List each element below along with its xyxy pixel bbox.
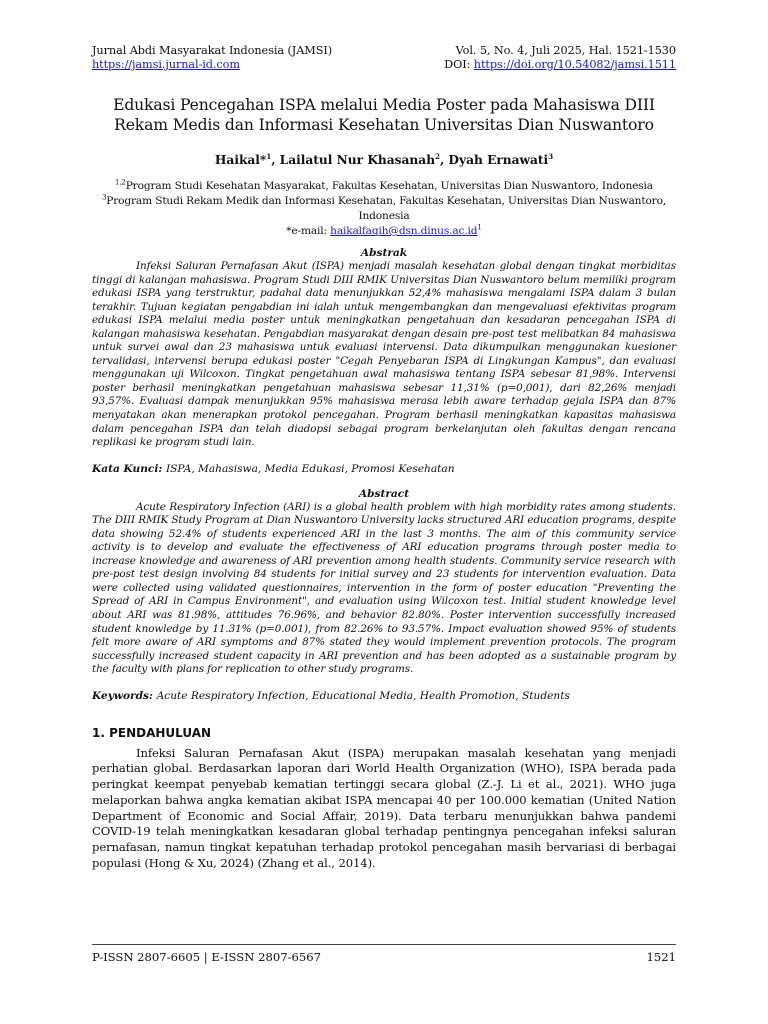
doi-label: DOI: [444,58,474,71]
running-header-top [92,44,676,58]
email-link[interactable]: haikalfaqih@dsn.dinus.ac.id [330,225,478,237]
issue-info: Vol. 5, No. 4, Juli 2025, Hal. 1521-1530 [455,44,676,57]
affiliation-1 [92,179,676,194]
paper-title [92,95,676,135]
page-number: 1521 [646,950,676,964]
author-2-sup: 2 [435,151,440,161]
author-3-sup: 3 [548,151,554,161]
abstract-heading: Abstract [358,487,410,500]
abstrak-heading: Abstrak [360,247,408,259]
kata-kunci [92,463,676,475]
doi-line [444,58,676,72]
section-body-pendahuluan: Infeksi Saluran Pernafasan Akut (ISPA) merupakan masalah kesehatan yang menjadi perhatian global. Berdasarkan laporan dari World Health Organization (WHO), ISPA berada pada peringkat keempat penyebab kematian tertinggi secara global (Z.-J. Li et al., 2021). WHO juga melaporkan bahwa angka kematian akibat ISPA mencapai 40 per 100.000 kematian (United Nation Department of Economic and Social Affair, 2019). Data terbaru menunjukkan bahwa pandemi COVID-19 telah meningkatkan kesadaran global terhadap pentingnya pencegahan infeksi saluran pernafasan, namun tingkat kepatuhan terhadap protokol pencegahan masih bervariasi di berbagai populasi (Hong & Xu, 2024) (Zhang et al., 2014). [92,745,676,870]
page-footer [92,944,676,964]
affiliation-1-text: Program Studi Kesehatan Masyarakat, Fakultas Kesehatan, Universitas Dian Nuswantoro, Indonesia [125,180,653,192]
affiliation-2-sup: 3 [101,193,107,202]
issn-info: P-ISSN 2807-6605 | E-ISSN 2807-6567 [92,950,321,964]
keywords [92,690,676,702]
email-label: *e-mail: [286,225,331,237]
kata-kunci-label: Kata Kunci: [92,462,166,475]
abstrak-text: Infeksi Saluran Pernafasan Akut (ISPA) menjadi masalah kesehatan global dengan tingkat morbiditas tinggi di kalangan mahasiswa. Program Studi DIII RMIK Universitas Dian Nuswantoro belum memiliki program edukasi ISPA yang terstruktur, padahal data menunjukkan 52,4% mahasiswa mengalami ISPA dalam 3 bulan terakhir. Tujuan kegiatan pengabdian ini ialah untuk mengembangkan dan mengevaluasi efektivitas program edukasi ISPA melalui media poster untuk meningkatkan pengetahuan dan kesadaran pencegahan ISPA di kalangan mahasiswa kesehatan. Pengabdian masyarakat dengan desain pre-post test melibatkan 84 mahasiswa untuk survei awal dan 23 mahasiswa untuk evaluasi intervensi. Data dikumpulkan menggunakan kuesioner tervalidasi, intervensi berupa edukasi poster "Cegah Penyebaran ISPA di Lingkungan Kampus", dan evaluasi menggunakan uji Wilcoxon. Tingkat pengetahuan awal mahasiswa tentang ISPA sebesar 81,98%. Intervensi poster berhasil meningkatkan pengetahuan mahasiswa sebesar 11,31% (p=0,001), dari 82,26% menjadi 93,57%. Evaluasi dampak menunjukkan 95% mahasiswa merasa lebih aware terhadap gejala ISPA dan 87% menyatakan akan menerapkan protokol pencegahan. Program berhasil meningkatkan kapasitas mahasiswa dalam pencegahan ISPA dan telah diadopsi sebagai program berkelanjutan oleh fakultas dengan rencana replikasi ke program studi lain. [92,260,676,449]
keywords-values: Acute Respiratory Infection, Educational Media, Health Promotion, Students [156,689,570,702]
email-sup: 1 [477,223,482,232]
affiliation-2 [92,194,676,224]
email-line [92,224,676,239]
journal-name: Jurnal Abdi Masyarakat Indonesia (JAMSI) [92,44,333,57]
author-1-sup: 1 [266,151,272,161]
title-line-1: Edukasi Pencegahan ISPA melalui Media Poster pada Mahasiswa DIII [113,96,655,114]
title-line-2: Rekam Medis dan Informasi Kesehatan Universitas Dian Nuswantoro [114,116,654,134]
kata-kunci-values: ISPA, Mahasiswa, Media Edukasi, Promosi Kesehatan [165,462,455,475]
section-title-pendahuluan: 1. PENDAHULUAN [92,725,212,740]
author-1: Haikal* [214,153,267,167]
abstract-text: Acute Respiratory Infection (ARI) is a global health problem with high morbidity rates among students. The DIII RMIK Study Program at Dian Nuswantoro University lacks structured ARI education programs, despite data showing 52.4% of students experienced ARI in the last 3 months. The aim of this community service activity is to develop and evaluate the effectiveness of ARI education programs through poster media to increase knowledge and awareness of ARI prevention among health students. Community service research with pre-post test design involving 84 students for initial survey and 23 students for intervention evaluation. Data were collected using validated questionnaires, intervention in the form of poster education "Preventing the Spread of ARI in Campus Environment", and evaluation using Wilcoxon test. Initial student knowledge level about ARI was 81.98%, attitudes 76.96%, and behavior 82.80%. Poster intervention successfully increased student knowledge by 11.31% (p=0.001), from 82.26% to 93.57%. Impact evaluation showed 95% of students felt more aware of ARI symptoms and 87% stated they would implement prevention protocols. The program successfully increased student capacity in ARI prevention and has been adopted as a sustainable program by the faculty with plans for replication to other study programs. [92,500,676,676]
author-3: , Dyah Ernawati [439,153,549,167]
affiliation-1-sup: 1,2 [115,178,126,187]
running-header-bottom [92,58,676,72]
affiliations [92,179,676,239]
journal-url-link[interactable]: https://jamsi.jurnal-id.com [92,58,240,71]
keywords-label: Keywords: [92,689,157,702]
author-list [92,153,676,167]
doi-link[interactable]: https://doi.org/10.54082/jamsi.1511 [473,58,676,71]
page-content [92,44,676,883]
affiliation-2-text: Program Studi Rekam Medik dan Informasi Kesehatan, Fakultas Kesehatan, Universitas Dian Nuswantoro, Indonesia [106,195,667,222]
author-2: , Lailatul Nur Khasanah [271,153,436,167]
